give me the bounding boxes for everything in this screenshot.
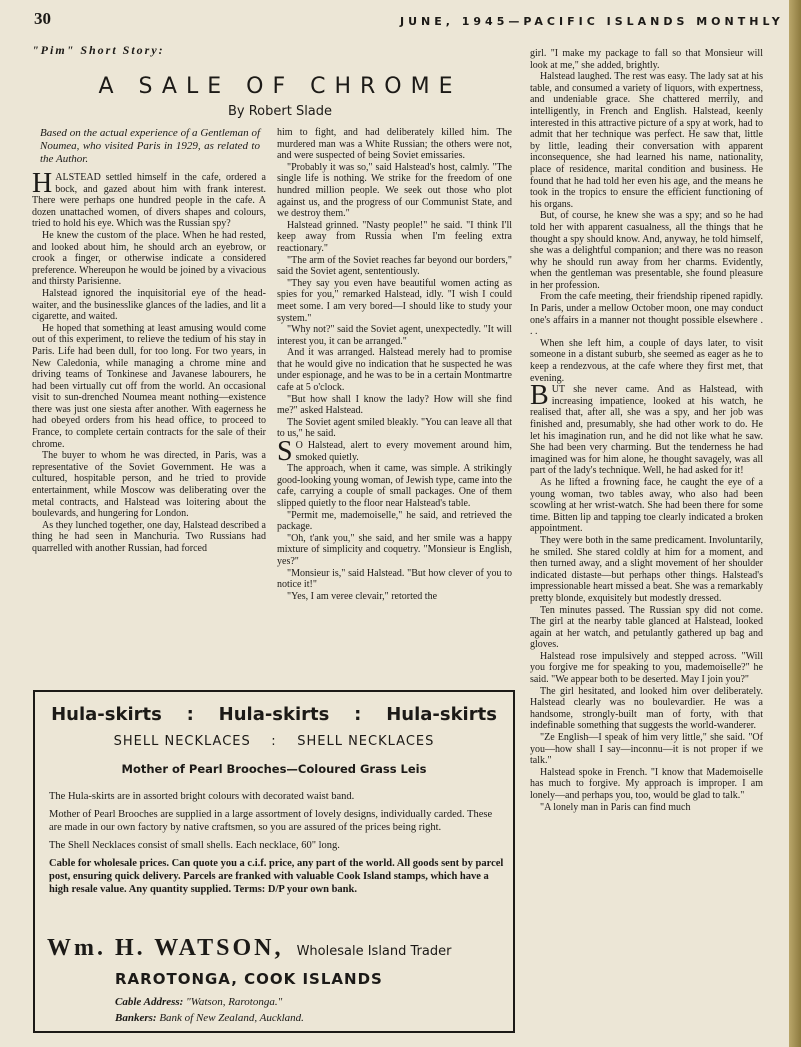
article-paragraph: [277, 417, 512, 440]
article-paragraph: [530, 651, 763, 686]
ad-paragraph: The Shell Necklaces consist of small shells. Each necklace, 60" long.: [49, 840, 340, 851]
paragraph-text: "Why not?" said the Soviet agent, unexpectedly. "It will interest you, it can be arranged.": [277, 324, 512, 347]
advertisement-box: [33, 690, 515, 1033]
article-paragraph: [530, 380, 763, 477]
article-paragraph: [530, 767, 763, 802]
article-paragraph: [530, 48, 763, 71]
article-paragraph: [277, 220, 512, 255]
page-number: 30: [34, 9, 51, 28]
ad-cable-address: [115, 996, 282, 1008]
article-paragraph: [277, 324, 512, 347]
ad-bankers-label: Bankers:: [115, 1012, 157, 1024]
paragraph-text: "They say you even have beautiful women acting as spies for you," remarked Halstead, idly. "I wish I could meet some. I am very bored—I should like to study your system.": [277, 277, 512, 324]
paragraph-text: Ten minutes passed. The Russian spy did not come. The girl at the nearby table glanced at Halstead, looked again at her watch, and petulantly gathered up bag and gloves.: [530, 604, 763, 651]
drop-cap: H: [32, 168, 53, 199]
ad-paragraph: The Hula-skirts are in assorted bright colours with decorated waist band.: [49, 791, 355, 802]
article-paragraph: [530, 605, 763, 651]
paragraph-text: "But how shall I know the lady? How will she find me?" asked Halstead.: [277, 393, 512, 417]
article-byline: By Robert Slade: [227, 104, 333, 119]
ad-cable-label: Cable Address:: [115, 996, 184, 1008]
paragraph-text: The buyer to whom he was directed, in Paris, was a representative of the Soviet Government. He was a cultured, hospitable person, and he tried to provide entertainment, while Moscow was deliberating over the metal contracts, and Halstead was loitering about the boulevards, and hungering for London.: [32, 450, 266, 520]
paragraph-text: girl. "I make my package to fall so that Monsieur will look at me," she added, brightly.: [530, 48, 763, 71]
paragraph-text: "The arm of the Soviet reaches far beyond our borders," said the Soviet agent, sententiously.: [277, 254, 512, 278]
article-paragraph: [530, 338, 763, 384]
paragraph-text: From the cafe meeting, their friendship ripened rapidly. In Paris, under a mellow October moon, one may conduct one's affairs in a manner not thought possible elsewhere . . .: [530, 291, 763, 338]
article-paragraph: [32, 520, 266, 555]
paragraph-text: "Permit me, mademoiselle," he said, and retrieved the package.: [277, 509, 512, 533]
ad-sep: :: [186, 704, 194, 725]
paragraph-text: But, of course, he knew she was a spy; and so he had told her with apparent casualness, all the things that he thought a spy should know. And, anyway, he told himself, she was a delightful companion; and there was no reason why he should run away from her charms. Evidently, when the gentleman was presentable, she found pleasure in her profession.: [530, 210, 763, 291]
ad-shell-headline: [35, 734, 513, 749]
paragraph-text: They were both in the same predicament. Involuntarily, he smiled. She stared coldly at him for a moment, and then turned away, and a slight movement of her shoulder indicated distaste—but perhaps other things. Halstead's impressionable heart missed a beat. She was a remarkably pretty blonde, exquisitely but modestly dressed.: [530, 534, 763, 604]
ad-trader-line: [47, 935, 451, 962]
ad-bankers: [115, 1012, 304, 1024]
paragraph-text: Halstead rose impulsively and stepped across. "Will you forgive me for speaking to you, mademoiselle?" he said. "We appear both to be deserted. May I join you?": [530, 650, 763, 686]
article-paragraph: [32, 230, 266, 288]
paragraph-text: The Soviet agent smiled bleakly. "You can leave all that to us," he said.: [277, 416, 512, 440]
ad-hula-1: Hula-skirts: [51, 704, 162, 725]
drop-cap: S: [277, 436, 293, 468]
paragraph-text: He hoped that something at least amusing would come out of this experiment, to relieve the tedium of his stay in Paris. Life had been dull, for too long. For two years, in New Caledonia, while managing a chrome mine and driving teams of Tonkinese and Javanese labourers, he had been virtually cut off from the world. An occasional visit to sun-drenched Noumea meant nothing—existence there was just one siesta after another. With eagerness he had obeyed orders from his head office, to proceed to France, to complete certain contracts for the sale of their chrome.: [32, 322, 266, 450]
paragraph-text: He knew the custom of the place. When he had rested, and looked about him, he should arch an eyebrow, or crook a finger, or otherwise indicate a considered preference. Whereupon he would be joined by a vivacious and thirsty Parisienne.: [32, 229, 266, 288]
ad-sep: :: [354, 704, 362, 725]
paragraph-text: Halstead laughed. The rest was easy. The lady sat at his table, and consumed a variety of liquors, with expertness, and undeniable grace. She chattered merrily, and intelligently, in French and English. Halstead, keenly interested in this attractive picture of a spy at work, had to admit that her technique was perfect. He saw that, little by little, leading their conversation with apparent inconsequence, she had learned his name, nationality, place of residence, marital condition and business. He found that he had told her even his age, and the means he took in the tropics to ensure the efficient functioning of his organs.: [530, 71, 763, 210]
ad-hula-3: Hula-skirts: [386, 704, 497, 725]
paragraph-text: When she left him, a couple of days later, to visit someone in a distant suburb, she seemed as eager as he to keep a rendezvous, at the cafe where they first met, that evening.: [530, 337, 763, 384]
paragraph-text: "Probably it was so," said Halstead's host, calmly. "The single life is nothing. We strike for the freedom of one hundred million people. We seek out those who plot against us, and the progress of our Communist State, and we destroy them.": [277, 161, 512, 220]
running-head: JUNE, 1945—PACIFIC ISLANDS MONTHLY: [400, 15, 784, 28]
article-paragraph: [277, 278, 512, 324]
paragraph-text: "Monsieur is," said Halstead. "But how clever of you to notice it!": [277, 567, 512, 591]
article-title: A SALE OF CHROME: [98, 74, 462, 99]
article-paragraph: [530, 686, 763, 732]
article-column-2: [277, 127, 512, 687]
paragraph-text: O Halstead, alert to every movement around him, smoked quietly.: [295, 440, 512, 463]
article-paragraph: [277, 568, 512, 591]
paragraph-text: ALSTEAD settled himself in the cafe, ordered a bock, and gazed about him with frank interest. There were perhaps one hundred people in the cafe. A dozen unattached women, of divers shapes and colours, tried to hold his eye. Which was the Russian spy?: [32, 172, 266, 230]
paragraph-text: "A lonely man in Paris can find much: [540, 801, 691, 813]
ad-trader-name: Wm. H. WATSON,: [47, 935, 284, 961]
ad-shell-2: SHELL NECKLACES: [297, 734, 435, 749]
ad-trader-desc: Wholesale Island Trader: [296, 944, 452, 959]
paragraph-text: Halstead spoke in French. "I know that Mademoiselle has much to forgive. My approach is improper. I am lonely—and perhaps you, too, would be glad to talk.": [530, 766, 763, 801]
paragraph-text: Halstead grinned. "Nasty people!" he said. "I think I'll keep away from Russia when I'm feeling extra reactionary.": [277, 219, 512, 254]
article-paragraph: [277, 394, 512, 417]
article-paragraph: [277, 255, 512, 278]
article-paragraph: [530, 732, 763, 767]
article-paragraph: [277, 533, 512, 568]
article-column-3: [530, 48, 763, 1038]
article-paragraph: [277, 436, 512, 468]
article-paragraph: [277, 463, 512, 509]
paragraph-text: "Yes, I am veree clevair," retorted the: [287, 590, 438, 602]
article-paragraph: [530, 802, 763, 814]
drop-cap: B: [530, 380, 549, 412]
article-paragraph: [277, 127, 512, 162]
article-paragraph: [530, 477, 763, 535]
ad-hula-2: Hula-skirts: [218, 704, 330, 725]
paragraph-text: As he lifted a frowning face, he caught the eye of a young woman, two tables away, who also had been scowling at her wrist-watch. She had been there for some time. Bitten lip and tapping toe clearly indicated a broken appointment.: [530, 476, 763, 535]
ad-bankers-value: Bank of New Zealand, Auckland.: [159, 1012, 304, 1024]
article-column-1: [32, 127, 266, 687]
paragraph-text: UT she never came. And as Halstead, with increasing impatience, looked at his watch, he realised that, after all, she was a spy, and her job was finished and, presumably, she had other work to do. He let his imagination run, and he did not like what he saw. She had been very charming. But the tenderness he had imagined was for him alone, he thought savagely, was all part of the lady's technique. Well, he had asked for it!: [530, 384, 763, 477]
ad-paragraph: Mother of Pearl Brooches are supplied in a large assortment of lovely designs, individually carded. These are made in our own factory by native craftsmen, so you are assured of the prices being right.: [49, 809, 493, 833]
article-paragraph: [32, 288, 266, 323]
paragraph-text: "Ze English—I speak of him very little," she said. "Of you—how shall I say—inconnu—it is not proper if we talk.": [530, 732, 763, 767]
ad-hula-headline: [35, 704, 513, 725]
paragraph-text: The approach, when it came, was simple. A strikingly good-looking young woman, of Jewish type, came into the cafe, carrying a couple of small packages. One of them slipped quietly to the floor near Halstead's table.: [277, 463, 512, 509]
ad-pearl-headline: Mother of Pearl Brooches—Coloured Grass Leis: [121, 762, 427, 776]
paragraph-text: him to fight, and had deliberately killed him. The murdered man was a White Russian; the others were not, and were suspected of being Soviet emissaries.: [277, 127, 512, 162]
paragraph-text: And it was arranged. Halstead merely had to promise that he would give no indication that he suspected he was under espionage, and he was to be in a certain Montmartre cafe at 5 o'clock.: [277, 347, 512, 394]
ad-cable-value: "Watson, Rarotonga.": [186, 996, 283, 1008]
article-paragraph: [530, 291, 763, 337]
ad-location: RAROTONGA, COOK ISLANDS: [115, 970, 383, 988]
article-paragraph: [530, 535, 763, 605]
article-paragraph: [277, 347, 512, 393]
article-paragraph: [530, 210, 763, 291]
article-paragraph: [530, 71, 763, 210]
paragraph-text: Halstead ignored the inquisitorial eye of the head-waiter, and the businesslike glances of the ladies, and lit a cigarette, and waited.: [32, 287, 266, 323]
paragraph-text: "Oh, t'ank you," she said, and her smile was a happy mixture of simplicity and coquetry. "Monsieur is English, yes?": [277, 532, 512, 567]
article-paragraph: [277, 510, 512, 533]
ad-paragraph: Cable for wholesale prices. Can quote you a c.i.f. price, any part of the world. All goods sent by parcel post, ensuring quick delivery. Parcels are franked with valuable Cook Island stamps, which have a high resale value. Any quantity supplied. Terms: D/P your own bank.: [49, 858, 504, 895]
article-paragraph: [277, 591, 512, 603]
article-paragraph: [277, 162, 512, 220]
article-paragraph: [32, 168, 266, 230]
page-edge: [789, 0, 801, 1047]
story-kicker: "Pim" Short Story:: [32, 43, 165, 57]
paragraph-text: As they lunched together, one day, Halstead described a thing he had seen in Manchuria. Two Russians had quarrelled with another Russian, had forced: [32, 519, 266, 554]
ad-sep: :: [271, 734, 277, 749]
paragraph-text: The girl hesitated, and looked him over deliberately. Halstead clearly was no boulevardier. He was a handsome, strongly-built man of forty, with that indefinable something that suggests the world-wanderer.: [530, 685, 763, 732]
article-paragraph: [32, 323, 266, 451]
ad-body: [49, 790, 504, 901]
article-intro: Based on the actual experience of a Gentleman of Noumea, who visited Paris in 1929, as related to the Author.: [40, 127, 260, 165]
ad-shell-1: SHELL NECKLACES: [113, 734, 251, 749]
article-paragraph: [32, 450, 266, 520]
